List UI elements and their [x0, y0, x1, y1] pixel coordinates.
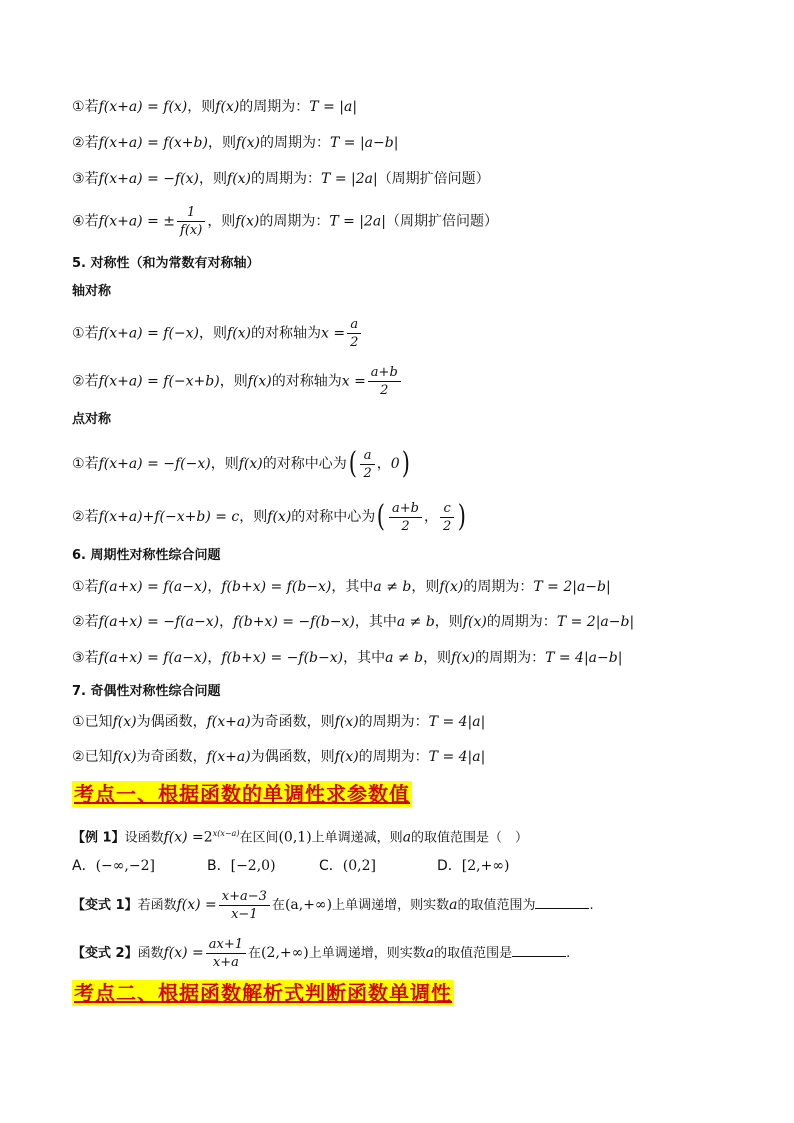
- text: 若: [84, 135, 99, 151]
- section-title-2: 考点二、根据函数解析式判断函数单调性: [74, 981, 452, 1005]
- text: 的周期为：: [475, 650, 546, 666]
- condition-formula: f(x+a)+f(−x+b) = c: [98, 509, 240, 525]
- function-symbol: f(x): [238, 456, 263, 472]
- condition-formula: f(a+x) = f(a−x): [98, 650, 208, 666]
- section-title-1: 考点一、根据函数的单调性求参数值: [74, 782, 410, 806]
- answer-blank[interactable]: [512, 942, 566, 957]
- variant-1: [72, 888, 594, 923]
- axis-rule-2: [72, 364, 403, 399]
- option-b[interactable]: [207, 856, 276, 876]
- text: 若: [84, 99, 99, 115]
- fraction-denominator: x+a: [212, 955, 239, 970]
- fraction-numerator: a: [347, 316, 361, 334]
- text: ，则: [239, 509, 268, 525]
- condition-formula: f(x+a) = f(x+b): [98, 135, 208, 151]
- axis-lhs: x =: [321, 325, 346, 342]
- text: 为偶函数，: [136, 714, 207, 730]
- interval: (a,+∞): [284, 897, 333, 913]
- function-symbol: f(x): [112, 749, 137, 765]
- text: 若: [84, 614, 99, 630]
- left-paren: (: [377, 499, 386, 534]
- function-symbol: f(x): [267, 509, 292, 525]
- period-result: T = |a|: [309, 99, 358, 115]
- period-result: T = |a−b|: [329, 135, 399, 151]
- item-number: ②: [72, 749, 85, 765]
- item-number: ①: [72, 456, 85, 472]
- text: 为奇函数，则: [250, 714, 335, 730]
- text: .: [566, 946, 571, 961]
- power-exponent: x(x−a): [212, 829, 240, 838]
- period-result: T = 4|a|: [428, 714, 486, 730]
- period-rule-1: [72, 97, 357, 117]
- item-number: ②: [72, 509, 85, 525]
- separator: ，: [376, 456, 391, 472]
- condition-formula: f(x+a) = −f(x): [98, 171, 200, 187]
- note: （周期扩倍问题）: [377, 171, 490, 187]
- left-paren: (: [348, 446, 357, 481]
- option-value: (−∞,−2]: [95, 858, 155, 874]
- text: ，则: [207, 135, 236, 151]
- point-rule-1: [72, 446, 411, 482]
- item-number: ②: [72, 373, 85, 390]
- interval: (2,+∞): [261, 945, 309, 961]
- combined-heading: 6. 周期性对称性综合问题: [72, 548, 221, 563]
- combined-rule-1: [72, 577, 611, 597]
- text: 的对称中心为: [291, 509, 376, 525]
- axis-symmetry-heading: 轴对称: [72, 284, 112, 299]
- option-c[interactable]: [319, 856, 376, 876]
- item-number: ①: [72, 99, 85, 115]
- text: ，则: [434, 614, 463, 630]
- fraction-denominator: 2: [380, 383, 389, 398]
- text: 的周期为：: [358, 749, 429, 765]
- text: 上单调递增，则实数: [332, 898, 450, 913]
- fraction-numerator: a: [360, 447, 374, 465]
- answer-blank[interactable]: [535, 894, 589, 909]
- variant-2: [72, 936, 570, 971]
- text: 在: [271, 898, 285, 913]
- condition-formula: f(x+a) = ±: [98, 213, 176, 230]
- variant-tag: 【变式 1】: [72, 898, 138, 913]
- function-symbol: f(x) =: [163, 945, 204, 961]
- fraction-numerator: ax+1: [206, 936, 246, 954]
- period-result: T = |2a|: [321, 171, 378, 187]
- item-number: ③: [72, 650, 85, 666]
- text: 在: [248, 946, 262, 961]
- text: 的周期为：: [259, 213, 330, 230]
- text: ，则: [199, 325, 228, 342]
- example-1: [72, 824, 528, 848]
- text: 若: [84, 579, 99, 595]
- text: 若: [84, 171, 99, 187]
- function-symbol: f(x): [247, 373, 272, 390]
- text: 已知: [84, 714, 113, 730]
- fraction-denominator: 2: [350, 335, 359, 350]
- period-result: T = 4|a|: [428, 749, 486, 765]
- text: ，其中: [354, 614, 397, 630]
- text: 若: [84, 650, 99, 666]
- axis-rule-1: [72, 316, 363, 351]
- function-symbol: f(x) =: [176, 897, 217, 913]
- parity-rule-2: [72, 747, 485, 767]
- option-value: [−2,0): [230, 858, 276, 874]
- right-paren: ): [401, 446, 410, 481]
- function-symbol: f(x): [439, 579, 464, 595]
- inequality: a ≠ b: [396, 614, 435, 630]
- text: 的周期为：: [486, 614, 557, 630]
- text: 若: [84, 456, 99, 472]
- fraction-numerator: c: [440, 500, 454, 518]
- function-symbol: f(x): [235, 213, 260, 230]
- text: 若: [84, 325, 99, 342]
- item-number: ③: [72, 171, 85, 187]
- fraction-numerator: a+b: [368, 364, 401, 382]
- function-symbol: f(x): [112, 714, 137, 730]
- text: 为偶函数，则: [250, 749, 335, 765]
- condition-formula: f(b+x) = −f(b−x): [221, 650, 344, 666]
- condition-formula: f(a+x) = −f(a−x): [98, 614, 220, 630]
- condition-formula: f(a+x) = f(a−x): [98, 579, 208, 595]
- fraction-denominator: 2: [442, 518, 452, 534]
- text: .: [589, 898, 594, 913]
- text: 的周期为：: [259, 135, 330, 151]
- function-symbol: f(x) =: [163, 829, 204, 846]
- fraction: [368, 364, 401, 399]
- point-symmetry-heading: 点对称: [72, 412, 112, 427]
- text: ，: [219, 614, 234, 630]
- text: ，则: [219, 373, 248, 390]
- text: 若: [84, 213, 99, 230]
- function-symbol: f(x): [451, 650, 476, 666]
- text: ，其中: [331, 579, 374, 595]
- text: 的取值范围是: [434, 946, 513, 961]
- text: 的周期为：: [239, 99, 310, 115]
- text: 的取值范围为: [457, 898, 536, 913]
- combined-rule-3: [72, 648, 622, 668]
- fraction: [347, 316, 361, 351]
- option-label: D．: [437, 858, 462, 874]
- item-number: ①: [72, 714, 85, 730]
- period-result: T = 2|a−b|: [556, 614, 635, 630]
- option-value: (0,2]: [342, 858, 376, 874]
- fraction-denominator: 2: [401, 518, 410, 534]
- function-symbol: f(x): [334, 749, 359, 765]
- fraction: [360, 447, 374, 482]
- fraction: [177, 204, 205, 239]
- text: 若函数: [137, 898, 177, 913]
- variable: a: [425, 945, 435, 961]
- option-d[interactable]: [437, 856, 509, 876]
- item-number: ②: [72, 614, 85, 630]
- axis-lhs: x =: [341, 373, 366, 390]
- center-y: 0: [390, 456, 400, 472]
- option-label: B．: [207, 858, 231, 874]
- function-symbol: f(x): [235, 135, 260, 151]
- text: ，: [207, 579, 222, 595]
- text: 的周期为：: [358, 714, 429, 730]
- parity-rule-1: [72, 712, 485, 732]
- option-a[interactable]: [72, 856, 155, 876]
- period-rule-2: [72, 133, 398, 153]
- function-symbol: f(x+a): [206, 714, 251, 730]
- fraction-numerator: 1: [177, 204, 205, 222]
- text: 在区间: [239, 830, 279, 846]
- text: 的对称中心为: [262, 456, 347, 472]
- fraction-numerator: a+b: [389, 500, 422, 518]
- function-symbol: f(x+a): [206, 749, 251, 765]
- power-base: 2: [203, 829, 213, 846]
- condition-formula: f(x+a) = −f(−x): [98, 456, 211, 472]
- text: ，则: [199, 171, 228, 187]
- fraction: [219, 888, 270, 923]
- fraction-numerator: x+a−3: [219, 888, 270, 906]
- inequality: a ≠ b: [373, 579, 412, 595]
- condition-formula: f(x+a) = f(−x+b): [98, 373, 220, 390]
- fraction-denominator: x−1: [231, 907, 258, 922]
- function-symbol: f(x): [334, 714, 359, 730]
- fraction: [206, 936, 246, 971]
- text: ，则: [210, 456, 239, 472]
- example-tag: 【例 1】: [72, 830, 125, 846]
- item-number: ①: [72, 579, 85, 595]
- fraction-denominator: 2: [363, 465, 372, 481]
- text: 的对称轴为: [251, 325, 322, 342]
- period-result: T = 2|a−b|: [533, 579, 611, 595]
- function-symbol: f(x): [227, 325, 252, 342]
- text: ，则: [187, 99, 216, 115]
- text: 已知: [84, 749, 113, 765]
- period-rule-4: [72, 204, 498, 239]
- period-rule-3: [72, 169, 490, 189]
- function-symbol: f(x): [215, 99, 240, 115]
- text: 若: [84, 509, 99, 525]
- function-symbol: f(x): [227, 171, 252, 187]
- right-paren: ): [458, 499, 467, 534]
- text: ，则: [207, 213, 236, 230]
- inequality: a ≠ b: [385, 650, 424, 666]
- variable: a: [402, 829, 412, 846]
- combined-rule-2: [72, 612, 634, 632]
- parity-heading: 7. 奇偶性对称性综合问题: [72, 684, 221, 699]
- condition-formula: f(b+x) = f(b−x): [221, 579, 332, 595]
- condition-formula: f(b+x) = −f(b−x): [233, 614, 355, 630]
- fraction: [440, 500, 454, 535]
- condition-formula: f(x+a) = f(x): [98, 99, 188, 115]
- text: ，则: [423, 650, 452, 666]
- variant-tag: 【变式 2】: [72, 946, 138, 961]
- symmetry-heading: 5. 对称性（和为常数有对称轴）: [72, 256, 260, 271]
- fraction-denominator: f(x): [180, 223, 203, 238]
- text: 为奇函数，: [136, 749, 207, 765]
- condition-formula: f(x+a) = f(−x): [98, 325, 200, 342]
- point-rule-2: [72, 499, 468, 535]
- interval: (0,1): [278, 829, 312, 846]
- text: 的周期为：: [463, 579, 534, 595]
- option-label: C．: [319, 858, 343, 874]
- text: 的对称轴为: [271, 373, 342, 390]
- option-value: [2,+∞): [461, 858, 510, 874]
- item-number: ①: [72, 325, 85, 342]
- text: 的周期为：: [251, 171, 322, 187]
- text: ，: [207, 650, 222, 666]
- period-result: T = 4|a−b|: [545, 650, 623, 666]
- text: 上单调递增，则实数: [308, 946, 426, 961]
- option-label: A．: [72, 858, 96, 874]
- function-symbol: f(x): [462, 614, 487, 630]
- text: 若: [84, 373, 99, 390]
- text: 的取值范围是（ ）: [411, 830, 529, 846]
- item-number: ④: [72, 213, 85, 230]
- text: ，其中: [343, 650, 386, 666]
- item-number: ②: [72, 135, 85, 151]
- text: 函数: [137, 946, 164, 961]
- period-result: T = |2a|: [329, 213, 386, 230]
- variable: a: [449, 897, 458, 913]
- text: 上单调递减，则: [311, 830, 403, 846]
- separator: ，: [423, 509, 438, 525]
- fraction: [389, 500, 422, 535]
- note: （周期扩倍问题）: [385, 213, 498, 230]
- text: 设函数: [124, 830, 164, 846]
- text: ，则: [411, 579, 440, 595]
